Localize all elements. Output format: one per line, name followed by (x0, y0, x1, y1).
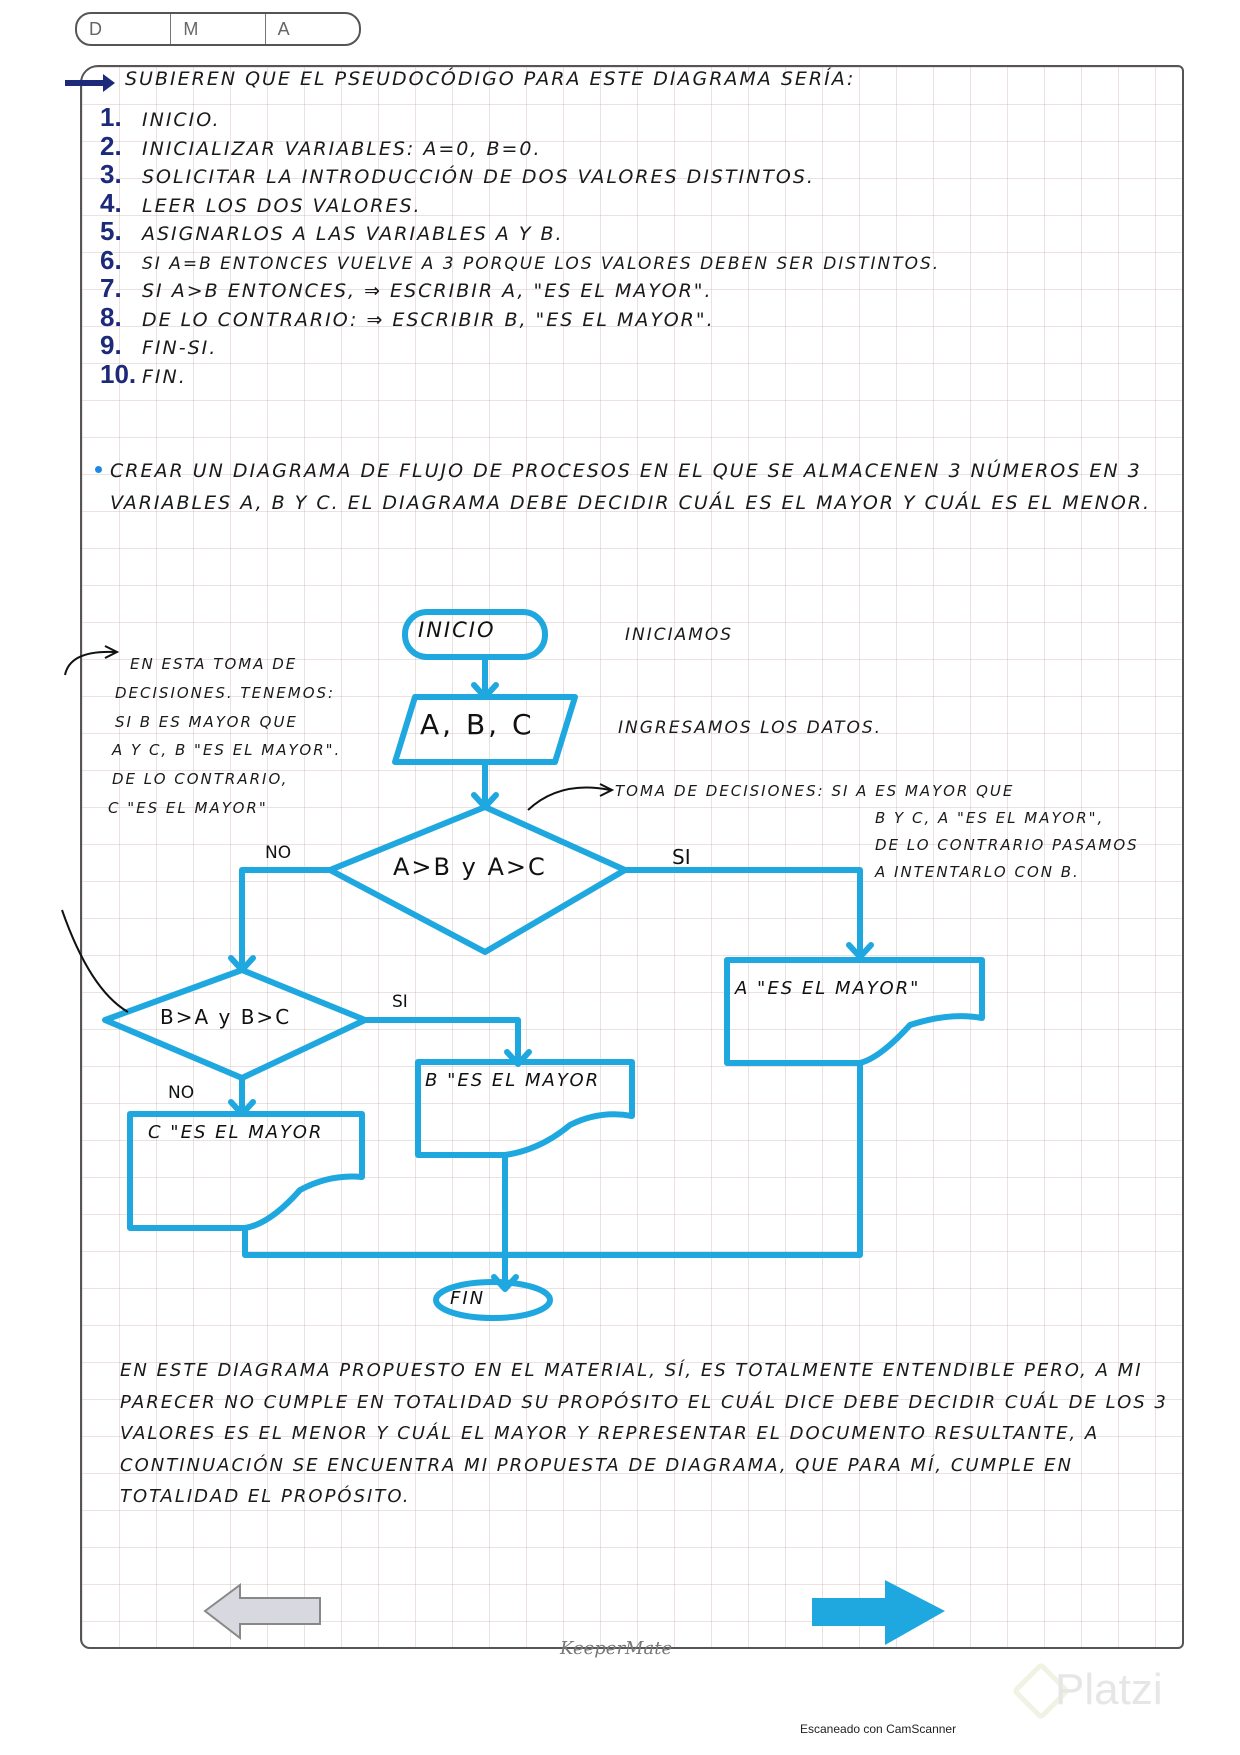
start-annotation: INICIAMOS (625, 625, 734, 645)
pseudocode-step: 4. LEER LOS DOS VALORES. (100, 187, 422, 218)
pseudocode-step: 1. INICIO. (100, 102, 221, 132)
output-a-label: A "ES EL MAYOR" (735, 978, 921, 999)
decision2-annotation-line: A Y C, B "ES EL MAYOR". (112, 741, 342, 759)
brand-signature: KeeperMate (560, 1638, 673, 1659)
pseudocode-step: 5. ASIGNARLOS A LAS VARIABLES A Y B. (100, 216, 564, 246)
decision2-annotation-line: C "ES EL MAYOR" (108, 799, 268, 817)
pseudocode-step: 7. SI A>B ENTONCES, ⇒ ESCRIBIR A, "ES EL MAYOR". (100, 273, 713, 303)
pseudocode-step: 2. INICIALIZAR VARIABLES: A=0, B=0. (100, 130, 542, 161)
input-label: A, B, C (420, 708, 535, 741)
next-page-arrow[interactable] (808, 1578, 950, 1648)
decision1-annotation-line: B Y C, A "ES EL MAYOR", (875, 809, 1105, 827)
decision2-annotation-line: DECISIONES. TENEMOS: (115, 684, 336, 702)
decision1-annotation-line: DE LO CONTRARIO PASAMOS (875, 836, 1139, 854)
start-label: INICIO (418, 618, 496, 642)
output-a-document-shape (727, 960, 982, 1063)
input-annotation: INGRESAMOS LOS DATOS. (618, 718, 883, 738)
decision2-annotation-line: EN ESTA TOMA DE (130, 655, 298, 673)
decision2-annotation-line: SI B ES MAYOR QUE (115, 713, 298, 731)
decision1-no-label: NO (265, 843, 292, 863)
decision2-label: B>A y B>C (160, 1005, 292, 1029)
pseudocode-step: 6. SI A=B ENTONCES VUELVE A 3 PORQUE LOS VALORES DEBEN SER DISTINTOS. (100, 244, 941, 275)
pseudocode-step: 9. FIN-SI. (100, 330, 218, 360)
decision2-no-label: NO (168, 1083, 195, 1103)
decision2-annotation-line: DE LO CONTRARIO, (112, 770, 289, 788)
date-day-field: D (77, 14, 171, 44)
task-statement: CREAR UN DIAGRAMA DE FLUJO DE PROCESOS EN EL QUE SE ALMACENEN 3 NÚMEROS EN 3 VARIABLES A, B Y C. EL DIAGRAMA DEBE DECIDIR CUÁL ES EL MAYOR Y CUÁL ES EL MENOR. (110, 460, 1152, 514)
closing-paragraph: EN ESTE DIAGRAMA PROPUESTO EN EL MATERIAL, SÍ, ES TOTALMENTE ENTENDIBLE PERO, A MI PARECER NO CUMPLE EN TOTALIDAD SU PROPÓSITO EL CUÁL DICE DEBE DECIDIR CUÁL DE LOS 3 VALORES ES EL MENOR Y CUÁL EL MAYOR Y REPRESENTAR EL DOCUMENTO RESULTANTE, A CONTINUACIÓN SE ENCUENTRA MI PROPUESTA DE DIAGRAMA, QUE PARA MÍ, CUMPLE EN TOTALIDAD EL PROPÓSITO. (120, 1360, 1168, 1507)
end-label: FIN (450, 1288, 486, 1309)
decision1-annotation-line: A INTENTARLO CON B. (875, 863, 1080, 881)
pseudocode-step: 10. FIN. (100, 358, 187, 389)
decision2-yes-label: SI (392, 992, 408, 1012)
scanner-credit: Escaneado con CamScanner (800, 1722, 957, 1736)
decision1-yes-label: SI (672, 845, 691, 869)
output-c-label: C "ES EL MAYOR (148, 1122, 324, 1143)
output-b-label: B "ES EL MAYOR (425, 1070, 601, 1091)
pseudocode-step: 8. DE LO CONTRARIO: ⇒ ESCRIBIR B, "ES EL MAYOR". (100, 301, 715, 332)
pseudocode-step: 3. SOLICITAR LA INTRODUCCIÓN DE DOS VALORES DISTINTOS. (100, 159, 815, 189)
date-month-field: M (171, 14, 265, 44)
pseudocode-intro: SUBIEREN QUE EL PSEUDOCÓDIGO PARA ESTE DIAGRAMA SERÍA: (125, 68, 856, 90)
decision1-annotation-line: TOMA DE DECISIONES: SI A ES MAYOR QUE (615, 782, 1015, 800)
previous-page-arrow[interactable] (200, 1580, 325, 1642)
decision1-label: A>B y A>C (393, 853, 547, 881)
platzi-watermark: Platzi (1055, 1665, 1163, 1714)
date-year-field: A (277, 19, 290, 39)
